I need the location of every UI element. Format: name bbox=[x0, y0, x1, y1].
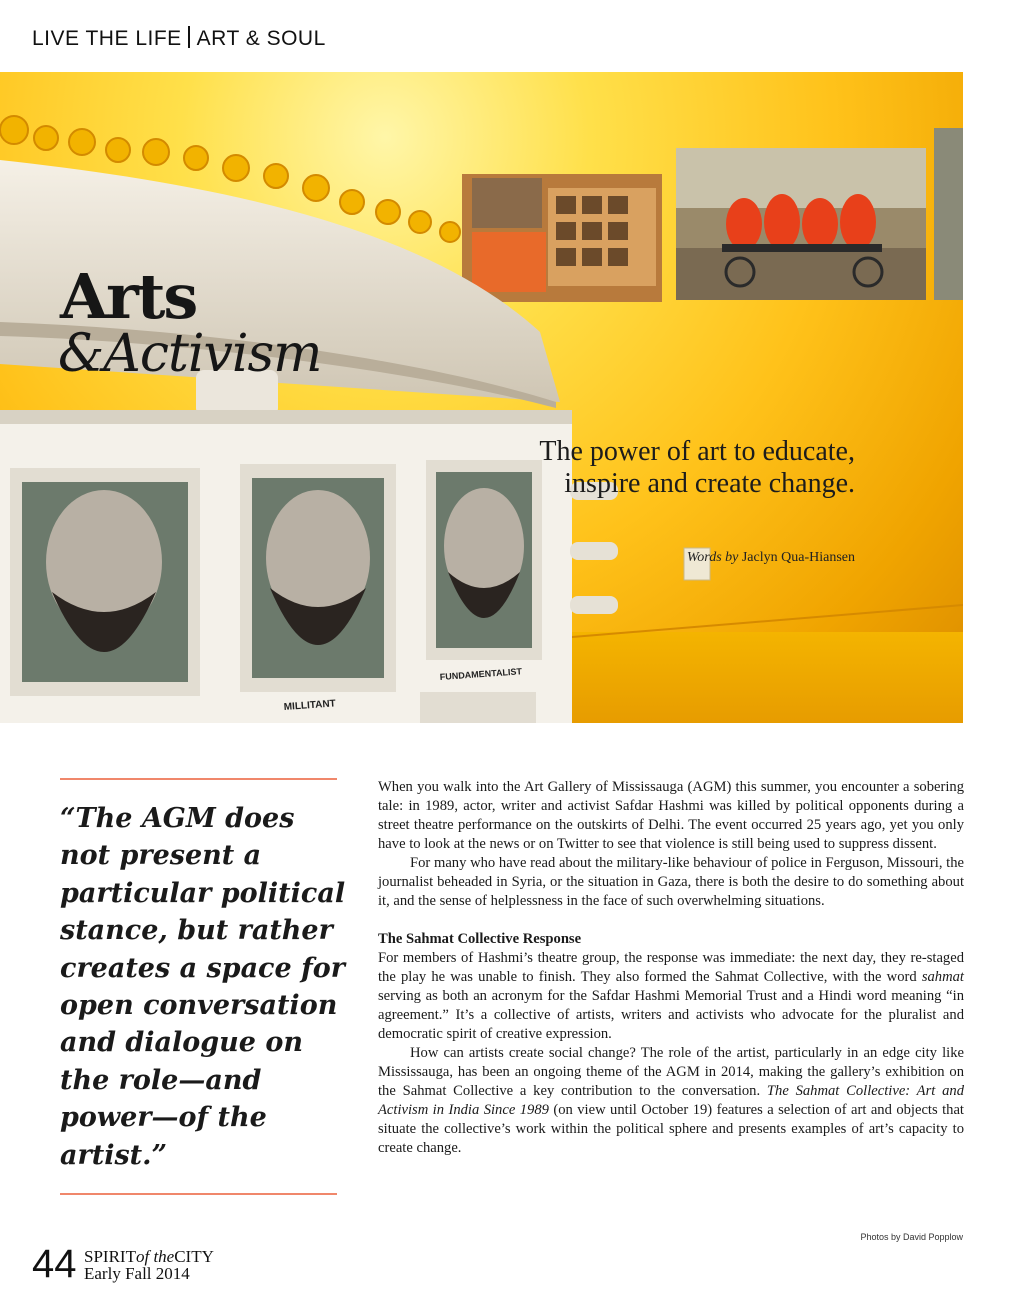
label-millitant: MILLITANT bbox=[283, 698, 337, 713]
deck-tagline: The power of art to educate, inspire and create change. bbox=[539, 436, 855, 499]
pull-quote: “The AGM does not present a particular political stance, but rather creates a space for open conversation and dialogue on the role—and power—of the artist.” bbox=[60, 803, 346, 1171]
hero-photo bbox=[0, 72, 963, 723]
headline-arts: Arts bbox=[60, 260, 197, 333]
article-body bbox=[378, 778, 964, 1158]
pull-quote-bottom-rule bbox=[60, 1193, 337, 1195]
label-fundamentalist: FUNDAMENTALIST bbox=[439, 666, 523, 682]
photo-credit: Photos by David Popplow bbox=[860, 1232, 963, 1242]
pull-quote-top-rule bbox=[60, 778, 337, 780]
mag-city: CITY bbox=[174, 1247, 214, 1266]
byline-author: Jaclyn Qua-Hiansen bbox=[741, 550, 855, 565]
headline-activism: &Activism bbox=[58, 324, 322, 384]
wall-photo-street bbox=[676, 148, 926, 300]
wall-photo-edge bbox=[934, 128, 963, 300]
exhibition-title: The Sahmat Collective: Art and Activism in India Since 1989 bbox=[378, 1083, 964, 1118]
mag-of-the: of the bbox=[135, 1247, 175, 1266]
gallery-scene-illustration bbox=[0, 72, 963, 723]
subheading: The Sahmat Collective Response bbox=[378, 931, 582, 947]
header-divider bbox=[188, 26, 190, 48]
wall-photo-cart bbox=[462, 174, 662, 302]
byline bbox=[687, 550, 855, 566]
magazine-name bbox=[84, 1248, 214, 1282]
byline-label: Words by bbox=[686, 550, 739, 565]
section-name: LIVE THE LIFE bbox=[32, 27, 182, 50]
paragraph: For members of Hashmi’s theatre group, the response was immediate: the next day, they re-staged the play he was unable to finish. They also formed the Sahmat Collective, with the word sahmat serving as both an acronym for the Safdar Hashmi Memorial Trust and a Hindi word meaning “in agreement.” It’s a collective of artists, writers and activists who advocate for the pluralist and democratic spirit of creative expression. bbox=[378, 950, 964, 1042]
page-number: 44 bbox=[32, 1242, 77, 1286]
section-header bbox=[32, 26, 326, 51]
term-sahmat: sahmat bbox=[921, 969, 964, 985]
paragraph: How can artists create social change? The role of the artist, particularly in an edge city like Mississauga, has been an ongoing theme of the AGM in 2014, making the gallery’s exhibition on the Sahmat Collective a key contribution to the conversation. The Sahmat Collective: Art and Activism in India Since 1989 (on view until October 19) features a selection of art and objects that situate the collective’s work within the political sphere and presents examples of art’s capacity to create change. bbox=[378, 1045, 964, 1156]
subsection-name: ART & SOUL bbox=[196, 27, 326, 50]
paragraph: For many who have read about the military-like behaviour of police in Ferguson, Missouri, the journalist beheaded in Syria, or the situation in Gaza, there is both the desire to do something about it, and the sense of helplessness in the face of such overwhelming situations. bbox=[378, 855, 964, 909]
paragraph: When you walk into the Art Gallery of Mississauga (AGM) this summer, you encounter a sobering tale: in 1989, actor, writer and activist Safdar Hashmi was killed by political opponents during a street theatre performance on the outskirts of Delhi. The event occurred 25 years ago, yet you only have to look at the news or on Twitter to see that violence is still being used to suppress dissent. bbox=[378, 779, 964, 852]
issue-date: Early Fall 2014 bbox=[84, 1264, 190, 1283]
mag-spirit: SPIRIT bbox=[84, 1247, 136, 1266]
